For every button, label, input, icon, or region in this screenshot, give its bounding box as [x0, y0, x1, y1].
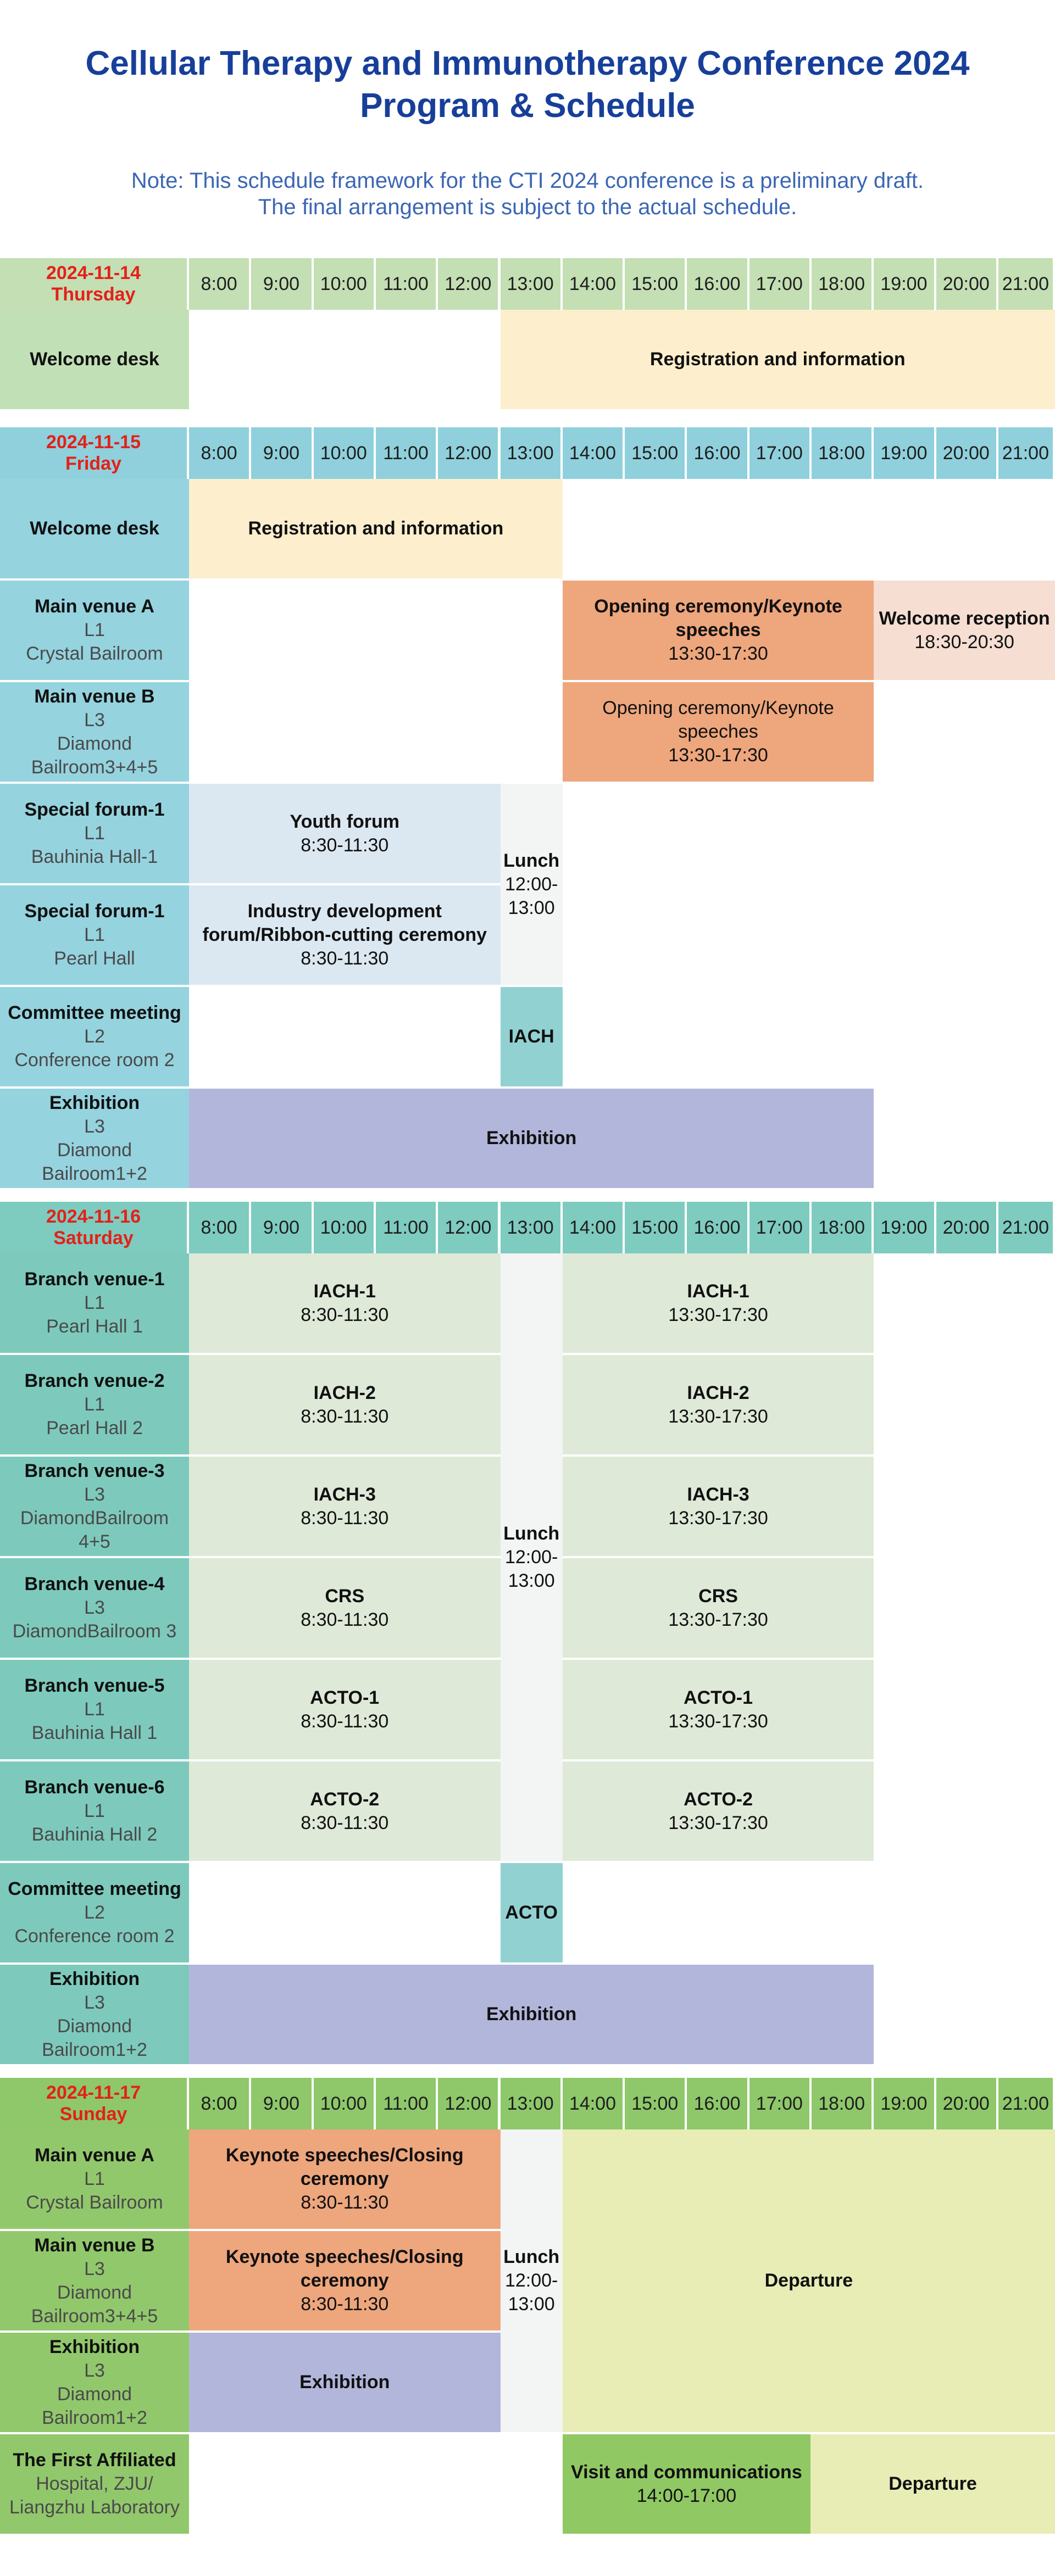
venue-room: DiamondBailroom 3: [12, 1621, 177, 1642]
row-label: [0, 1089, 189, 1190]
event-time: 12:00-13:00: [504, 2270, 558, 2315]
venue-floor: L3: [84, 709, 105, 731]
venue-floor: Hospital, ZJU/: [36, 2473, 153, 2494]
title-line-2: Program & Schedule: [360, 87, 695, 125]
row-label: [0, 885, 189, 987]
hour-header: [189, 258, 251, 310]
hour-header: [563, 427, 625, 479]
hour-label: 17:00: [756, 442, 803, 464]
row-label: [0, 1965, 189, 2066]
venue-room: DiamondBailroom: [20, 1507, 169, 1529]
event-morning-session: [189, 1457, 501, 1558]
hour-header: [251, 1202, 313, 1253]
row-label: [0, 1253, 189, 1355]
hour-label: 9:00: [263, 2093, 300, 2114]
venue-name: Welcome desk: [30, 349, 159, 370]
venue-floor: L3: [84, 2258, 105, 2279]
event-time: 13:30-17:30: [668, 1406, 768, 1427]
event-iach-committee: [501, 987, 563, 1089]
row-label: [0, 581, 189, 682]
event-lunch: [501, 2129, 563, 2434]
venue-floor: L1: [84, 620, 105, 640]
event-afternoon-session: [563, 1457, 874, 1558]
hour-header: [687, 427, 749, 479]
hour-label: 10:00: [320, 1217, 367, 1238]
row-label: [0, 682, 189, 784]
hour-header: [687, 1202, 749, 1253]
event-time: 8:30-11:30: [301, 1812, 389, 1833]
hour-header: [501, 427, 563, 479]
venue-room-extra: Bailroom3+4+5: [31, 756, 158, 778]
venue-room: Crystal Bailroom: [26, 2192, 163, 2213]
hour-label: 13:00: [507, 442, 554, 464]
event-title: ACTO-2: [684, 1788, 753, 1810]
hour-label: 19:00: [880, 273, 928, 294]
event-lunch: [501, 1253, 563, 1863]
day-date: 2024-11-15: [46, 432, 141, 453]
hour-label: 16:00: [693, 1217, 741, 1238]
hour-label: 18:00: [818, 273, 865, 294]
venue-floor: L1: [84, 1292, 105, 1313]
event-title: Registration and information: [649, 349, 906, 370]
venue-name: Branch venue-3: [24, 1460, 165, 1481]
event-title: Registration and information: [248, 518, 504, 539]
hour-header: [749, 1202, 812, 1253]
venue-floor: L3: [84, 1992, 105, 2013]
venue-room: Conference room 2: [14, 1926, 175, 1947]
venue-room: Pearl Hall 1: [46, 1316, 143, 1337]
venue-room: Diamond: [57, 733, 132, 754]
event-exhibition: [189, 2333, 501, 2434]
hour-label: 14:00: [569, 273, 616, 294]
hour-label: 21:00: [1002, 2093, 1049, 2114]
venue-room: Bauhinia Hall-1: [31, 846, 158, 867]
venue-name: Main venue B: [34, 2234, 155, 2256]
hour-label: 15:00: [631, 442, 679, 464]
hour-header: [874, 427, 936, 479]
event-afternoon-session: [563, 1355, 874, 1457]
event-title: Visit and communications: [571, 2461, 802, 2483]
venue-room: Pearl Hall: [54, 948, 135, 969]
hour-header: [998, 427, 1055, 479]
venue-name: Main venue A: [35, 2145, 154, 2166]
event-opening-ceremony: [563, 581, 874, 682]
hour-label: 15:00: [631, 273, 679, 294]
row-label: [0, 1355, 189, 1457]
venue-name: Branch venue-6: [24, 1777, 165, 1798]
day-date-cell: [0, 258, 189, 310]
hour-label: 9:00: [263, 273, 300, 294]
hour-header: [314, 2078, 376, 2129]
venue-name: Welcome desk: [30, 518, 159, 539]
hour-label: 8:00: [201, 1217, 237, 1238]
hour-label: 17:00: [756, 273, 803, 294]
venue-name: Main venue B: [34, 685, 155, 707]
venue-floor: L2: [84, 1902, 105, 1923]
note-line-1: Note: This schedule framework for the CTI 2024 conference is a preliminary draft.: [131, 169, 924, 193]
event-title: Opening ceremony/Keynote speeches: [602, 698, 834, 742]
event-title: IACH-1: [687, 1280, 749, 1302]
event-time: 18:30-20:30: [914, 631, 1014, 653]
hour-label: 9:00: [263, 442, 300, 464]
hour-label: 8:00: [201, 273, 237, 294]
hour-label: 11:00: [383, 273, 429, 294]
event-title: ACTO-1: [684, 1687, 753, 1708]
row-label: [0, 2333, 189, 2434]
event-afternoon-session: [563, 1660, 874, 1761]
row-label: [0, 2231, 189, 2333]
row-label: [0, 310, 189, 411]
hour-label: 12:00: [445, 442, 492, 464]
hour-label: 20:00: [942, 1217, 990, 1238]
hour-label: 11:00: [383, 2093, 429, 2114]
venue-floor: L1: [84, 924, 105, 945]
venue-name: Branch venue-1: [24, 1269, 165, 1290]
hour-label: 14:00: [569, 1217, 616, 1238]
venue-name: Committee meeting: [8, 1878, 181, 1899]
event-title: Keynote speeches/Closing ceremony: [225, 2246, 464, 2291]
venue-name: Main venue A: [35, 596, 154, 617]
event-title: Keynote speeches/Closing ceremony: [225, 2145, 464, 2189]
venue-name: Branch venue-4: [24, 1574, 165, 1594]
event-welcome-reception: [874, 581, 1055, 682]
hour-header: [563, 1202, 625, 1253]
title-line-1: Cellular Therapy and Immunotherapy Conference 2024: [85, 44, 970, 82]
event-time: 13:30-17:30: [668, 643, 768, 664]
note-line-2: The final arrangement is subject to the actual schedule.: [258, 195, 797, 219]
event-departure: [563, 2129, 1055, 2434]
hour-label: 11:00: [383, 1217, 429, 1238]
event-time: 13:30-17:30: [668, 1812, 768, 1833]
hour-header: [314, 427, 376, 479]
hour-header: [812, 427, 874, 479]
hour-header: [812, 1202, 874, 1253]
hour-header: [376, 1202, 438, 1253]
event-title: Welcome reception: [879, 607, 1050, 629]
event-departure: [810, 2434, 1055, 2536]
venue-name: Exhibition: [49, 2336, 140, 2357]
event-title: IACH-3: [687, 1484, 749, 1505]
hour-header: [687, 2078, 749, 2129]
venue-room: Bauhinia Hall 2: [31, 1824, 158, 1845]
event-keynote-closing: [189, 2129, 501, 2231]
event-title: IACH-3: [313, 1484, 376, 1505]
hour-label: 11:00: [383, 442, 429, 464]
hour-header: [749, 258, 812, 310]
hour-label: 13:00: [507, 273, 554, 294]
hour-header: [563, 2078, 625, 2129]
event-exhibition: [189, 1089, 874, 1190]
day-weekday: Saturday: [53, 1228, 134, 1248]
event-title: IACH-2: [687, 1382, 749, 1403]
hour-label: 21:00: [1002, 442, 1049, 464]
hour-header: [501, 1202, 563, 1253]
hour-header: [998, 2078, 1055, 2129]
row-label: [0, 1558, 189, 1660]
venue-room: Bauhinia Hall 1: [31, 1722, 158, 1743]
row-label: [0, 1761, 189, 1863]
event-youth-forum: [189, 784, 501, 885]
venue-room: Diamond: [57, 1139, 132, 1161]
event-industry-forum: [189, 885, 501, 987]
event-title: Lunch: [503, 2246, 560, 2267]
hour-label: 18:00: [818, 442, 865, 464]
event-time: 8:30-11:30: [301, 1304, 389, 1325]
venue-room: Diamond: [57, 2282, 132, 2303]
venue-floor: L1: [84, 823, 105, 844]
event-lunch: [501, 784, 563, 987]
day-date-cell: [0, 1202, 189, 1253]
hour-label: 16:00: [693, 2093, 741, 2114]
hour-header: [874, 2078, 936, 2129]
venue-floor: L2: [84, 1026, 105, 1047]
hour-label: 8:00: [201, 442, 237, 464]
venue-name: Exhibition: [49, 1092, 140, 1113]
event-time: 13:30-17:30: [668, 1710, 768, 1732]
event-title: Departure: [889, 2473, 977, 2494]
event-time: 8:30-11:30: [301, 948, 389, 969]
venue-room: Conference room 2: [14, 1050, 175, 1070]
hour-header: [874, 258, 936, 310]
hour-header: [251, 427, 313, 479]
event-title: Lunch: [503, 1523, 560, 1544]
venue-room-extra: 4+5: [79, 1531, 110, 1552]
event-title: Exhibition: [299, 2372, 390, 2393]
event-registration: [501, 310, 1055, 411]
venue-name: Exhibition: [49, 1968, 140, 1989]
venue-name: Special forum-1: [24, 901, 165, 922]
event-title: Lunch: [503, 850, 560, 871]
venue-name: Branch venue-5: [24, 1675, 165, 1696]
hour-header: [376, 258, 438, 310]
event-afternoon-session: [563, 1558, 874, 1660]
event-afternoon-session: [563, 1761, 874, 1863]
row-label: [0, 1660, 189, 1761]
hour-header: [812, 258, 874, 310]
venue-room: Liangzhu Laboratory: [9, 2497, 180, 2518]
hour-label: 9:00: [263, 1217, 300, 1238]
hour-header: [189, 2078, 251, 2129]
hour-label: 19:00: [880, 442, 928, 464]
event-title: IACH-2: [313, 1382, 376, 1403]
event-title: Youth forum: [290, 811, 400, 832]
hour-label: 14:00: [569, 2093, 616, 2114]
day-weekday: Friday: [65, 453, 122, 474]
event-time: 14:00-17:00: [636, 2485, 737, 2506]
venue-name: Committee meeting: [8, 1002, 181, 1023]
event-title: IACH: [508, 1026, 554, 1047]
hour-header: [438, 427, 500, 479]
event-title: CRS: [698, 1585, 738, 1607]
event-acto-committee: [501, 1863, 563, 1965]
event-morning-session: [189, 1355, 501, 1457]
venue-floor: L3: [84, 1484, 105, 1505]
hour-header: [625, 258, 687, 310]
hour-label: 16:00: [693, 273, 741, 294]
hour-header: [936, 1202, 998, 1253]
event-time: 13:30-17:30: [668, 745, 768, 766]
hour-label: 10:00: [320, 442, 367, 464]
day-date-cell: [0, 2078, 189, 2129]
event-title: ACTO: [505, 1902, 558, 1923]
hour-label: 21:00: [1002, 273, 1049, 294]
row-label: [0, 1863, 189, 1965]
hour-header: [749, 2078, 812, 2129]
event-visit: [563, 2434, 810, 2536]
venue-floor: L3: [84, 1116, 105, 1137]
hour-label: 18:00: [818, 1217, 865, 1238]
hour-header: [251, 2078, 313, 2129]
venue-room: Crystal Bailroom: [26, 643, 163, 664]
hour-label: 19:00: [880, 2093, 928, 2114]
venue-floor: L1: [84, 2168, 105, 2189]
hour-header: [376, 2078, 438, 2129]
hour-label: 18:00: [818, 2093, 865, 2114]
event-title: Departure: [764, 2270, 853, 2291]
hour-header: [874, 1202, 936, 1253]
venue-floor: L1: [84, 1800, 105, 1821]
hour-header: [998, 258, 1055, 310]
venue-name: The First Affiliated: [13, 2450, 176, 2471]
hour-label: 16:00: [693, 442, 741, 464]
hour-header: [625, 1202, 687, 1253]
hour-label: 20:00: [942, 273, 990, 294]
event-time: 8:30-11:30: [301, 1710, 389, 1732]
hour-label: 15:00: [631, 2093, 679, 2114]
event-time: 12:00-13:00: [504, 1546, 558, 1591]
venue-floor: L3: [84, 2360, 105, 2381]
hour-label: 20:00: [942, 442, 990, 464]
event-title: Exhibition: [486, 1128, 577, 1148]
hour-label: 17:00: [756, 1217, 803, 1238]
event-title: Opening ceremony/Keynote speeches: [594, 596, 842, 640]
venue-room: Diamond: [57, 2015, 132, 2037]
venue-room-extra: Bailroom1+2: [42, 2039, 147, 2060]
hour-label: 15:00: [631, 1217, 679, 1238]
event-time: 12:00-13:00: [504, 873, 558, 918]
row-label: [0, 784, 189, 885]
day-date: 2024-11-14: [46, 263, 141, 283]
hour-header: [936, 2078, 998, 2129]
event-title: ACTO-1: [310, 1687, 380, 1708]
row-label: [0, 2129, 189, 2231]
hour-header: [936, 427, 998, 479]
venue-name: Special forum-1: [24, 799, 165, 820]
day-date: 2024-11-17: [46, 2082, 141, 2103]
hour-header: [438, 2078, 500, 2129]
day-date-cell: [0, 427, 189, 479]
event-title: ACTO-2: [310, 1788, 380, 1810]
event-morning-session: [189, 1660, 501, 1761]
hour-header: [625, 427, 687, 479]
event-morning-session: [189, 1558, 501, 1660]
hour-label: 21:00: [1002, 1217, 1049, 1238]
event-keynote-closing: [189, 2231, 501, 2333]
event-time: 13:30-17:30: [668, 1609, 768, 1630]
event-time: 8:30-11:30: [301, 1507, 389, 1529]
event-title: IACH-1: [313, 1280, 376, 1302]
event-opening-ceremony-b: [563, 682, 874, 784]
event-afternoon-session: [563, 1253, 874, 1355]
venue-name: Branch venue-2: [24, 1370, 165, 1391]
event-registration: [189, 479, 563, 581]
hour-header: [687, 258, 749, 310]
venue-room: Diamond: [57, 2383, 132, 2405]
hour-label: 17:00: [756, 2093, 803, 2114]
event-exhibition: [189, 1965, 874, 2066]
event-time: 8:30-11:30: [301, 2294, 389, 2315]
venue-floor: L1: [84, 1394, 105, 1415]
row-label: [0, 987, 189, 1089]
hour-label: 13:00: [507, 1217, 554, 1238]
event-time: 13:30-17:30: [668, 1507, 768, 1529]
hour-label: 8:00: [201, 2093, 237, 2114]
hour-header: [812, 2078, 874, 2129]
hour-label: 12:00: [445, 2093, 492, 2114]
event-title: Exhibition: [486, 2004, 577, 2025]
hour-header: [563, 258, 625, 310]
event-time: 8:30-11:30: [301, 2192, 389, 2213]
hour-label: 14:00: [569, 442, 616, 464]
row-label: [0, 1457, 189, 1558]
event-morning-session: [189, 1253, 501, 1355]
event-time: 8:30-11:30: [301, 1406, 389, 1427]
hour-header: [189, 1202, 251, 1253]
row-label: [0, 479, 189, 581]
hour-header: [314, 1202, 376, 1253]
row-label: [0, 2434, 189, 2536]
day-weekday: Thursday: [51, 284, 136, 305]
venue-floor: L3: [84, 1597, 105, 1618]
hour-header: [251, 258, 313, 310]
venue-room: Pearl Hall 2: [46, 1418, 143, 1438]
venue-room-extra: Bailroom1+2: [42, 1163, 147, 1184]
venue-room-extra: Bailroom1+2: [42, 2407, 147, 2428]
event-time: 8:30-11:30: [301, 834, 389, 856]
hour-header: [625, 2078, 687, 2129]
event-morning-session: [189, 1761, 501, 1863]
hour-header: [749, 427, 812, 479]
hour-header: [501, 2078, 563, 2129]
hour-label: 12:00: [445, 1217, 492, 1238]
hour-header: [438, 1202, 500, 1253]
hour-label: 10:00: [320, 273, 367, 294]
event-time: 13:30-17:30: [668, 1304, 768, 1325]
venue-room-extra: Bailroom3+4+5: [31, 2305, 158, 2327]
hour-header: [376, 427, 438, 479]
hour-label: 19:00: [880, 1217, 928, 1238]
hour-header: [936, 258, 998, 310]
hour-label: 13:00: [507, 2093, 554, 2114]
hour-label: 12:00: [445, 273, 492, 294]
event-title: CRS: [325, 1585, 365, 1607]
event-title: Industry development forum/Ribbon-cutting ceremony: [202, 901, 487, 945]
hour-label: 10:00: [320, 2093, 367, 2114]
day-date: 2024-11-16: [46, 1206, 141, 1227]
day-weekday: Sunday: [59, 2104, 127, 2125]
hour-header: [189, 427, 251, 479]
hour-header: [998, 1202, 1055, 1253]
hour-label: 20:00: [942, 2093, 990, 2114]
venue-floor: L1: [84, 1699, 105, 1720]
event-time: 8:30-11:30: [301, 1609, 389, 1630]
hour-header: [501, 258, 563, 310]
hour-header: [314, 258, 376, 310]
hour-header: [438, 258, 500, 310]
